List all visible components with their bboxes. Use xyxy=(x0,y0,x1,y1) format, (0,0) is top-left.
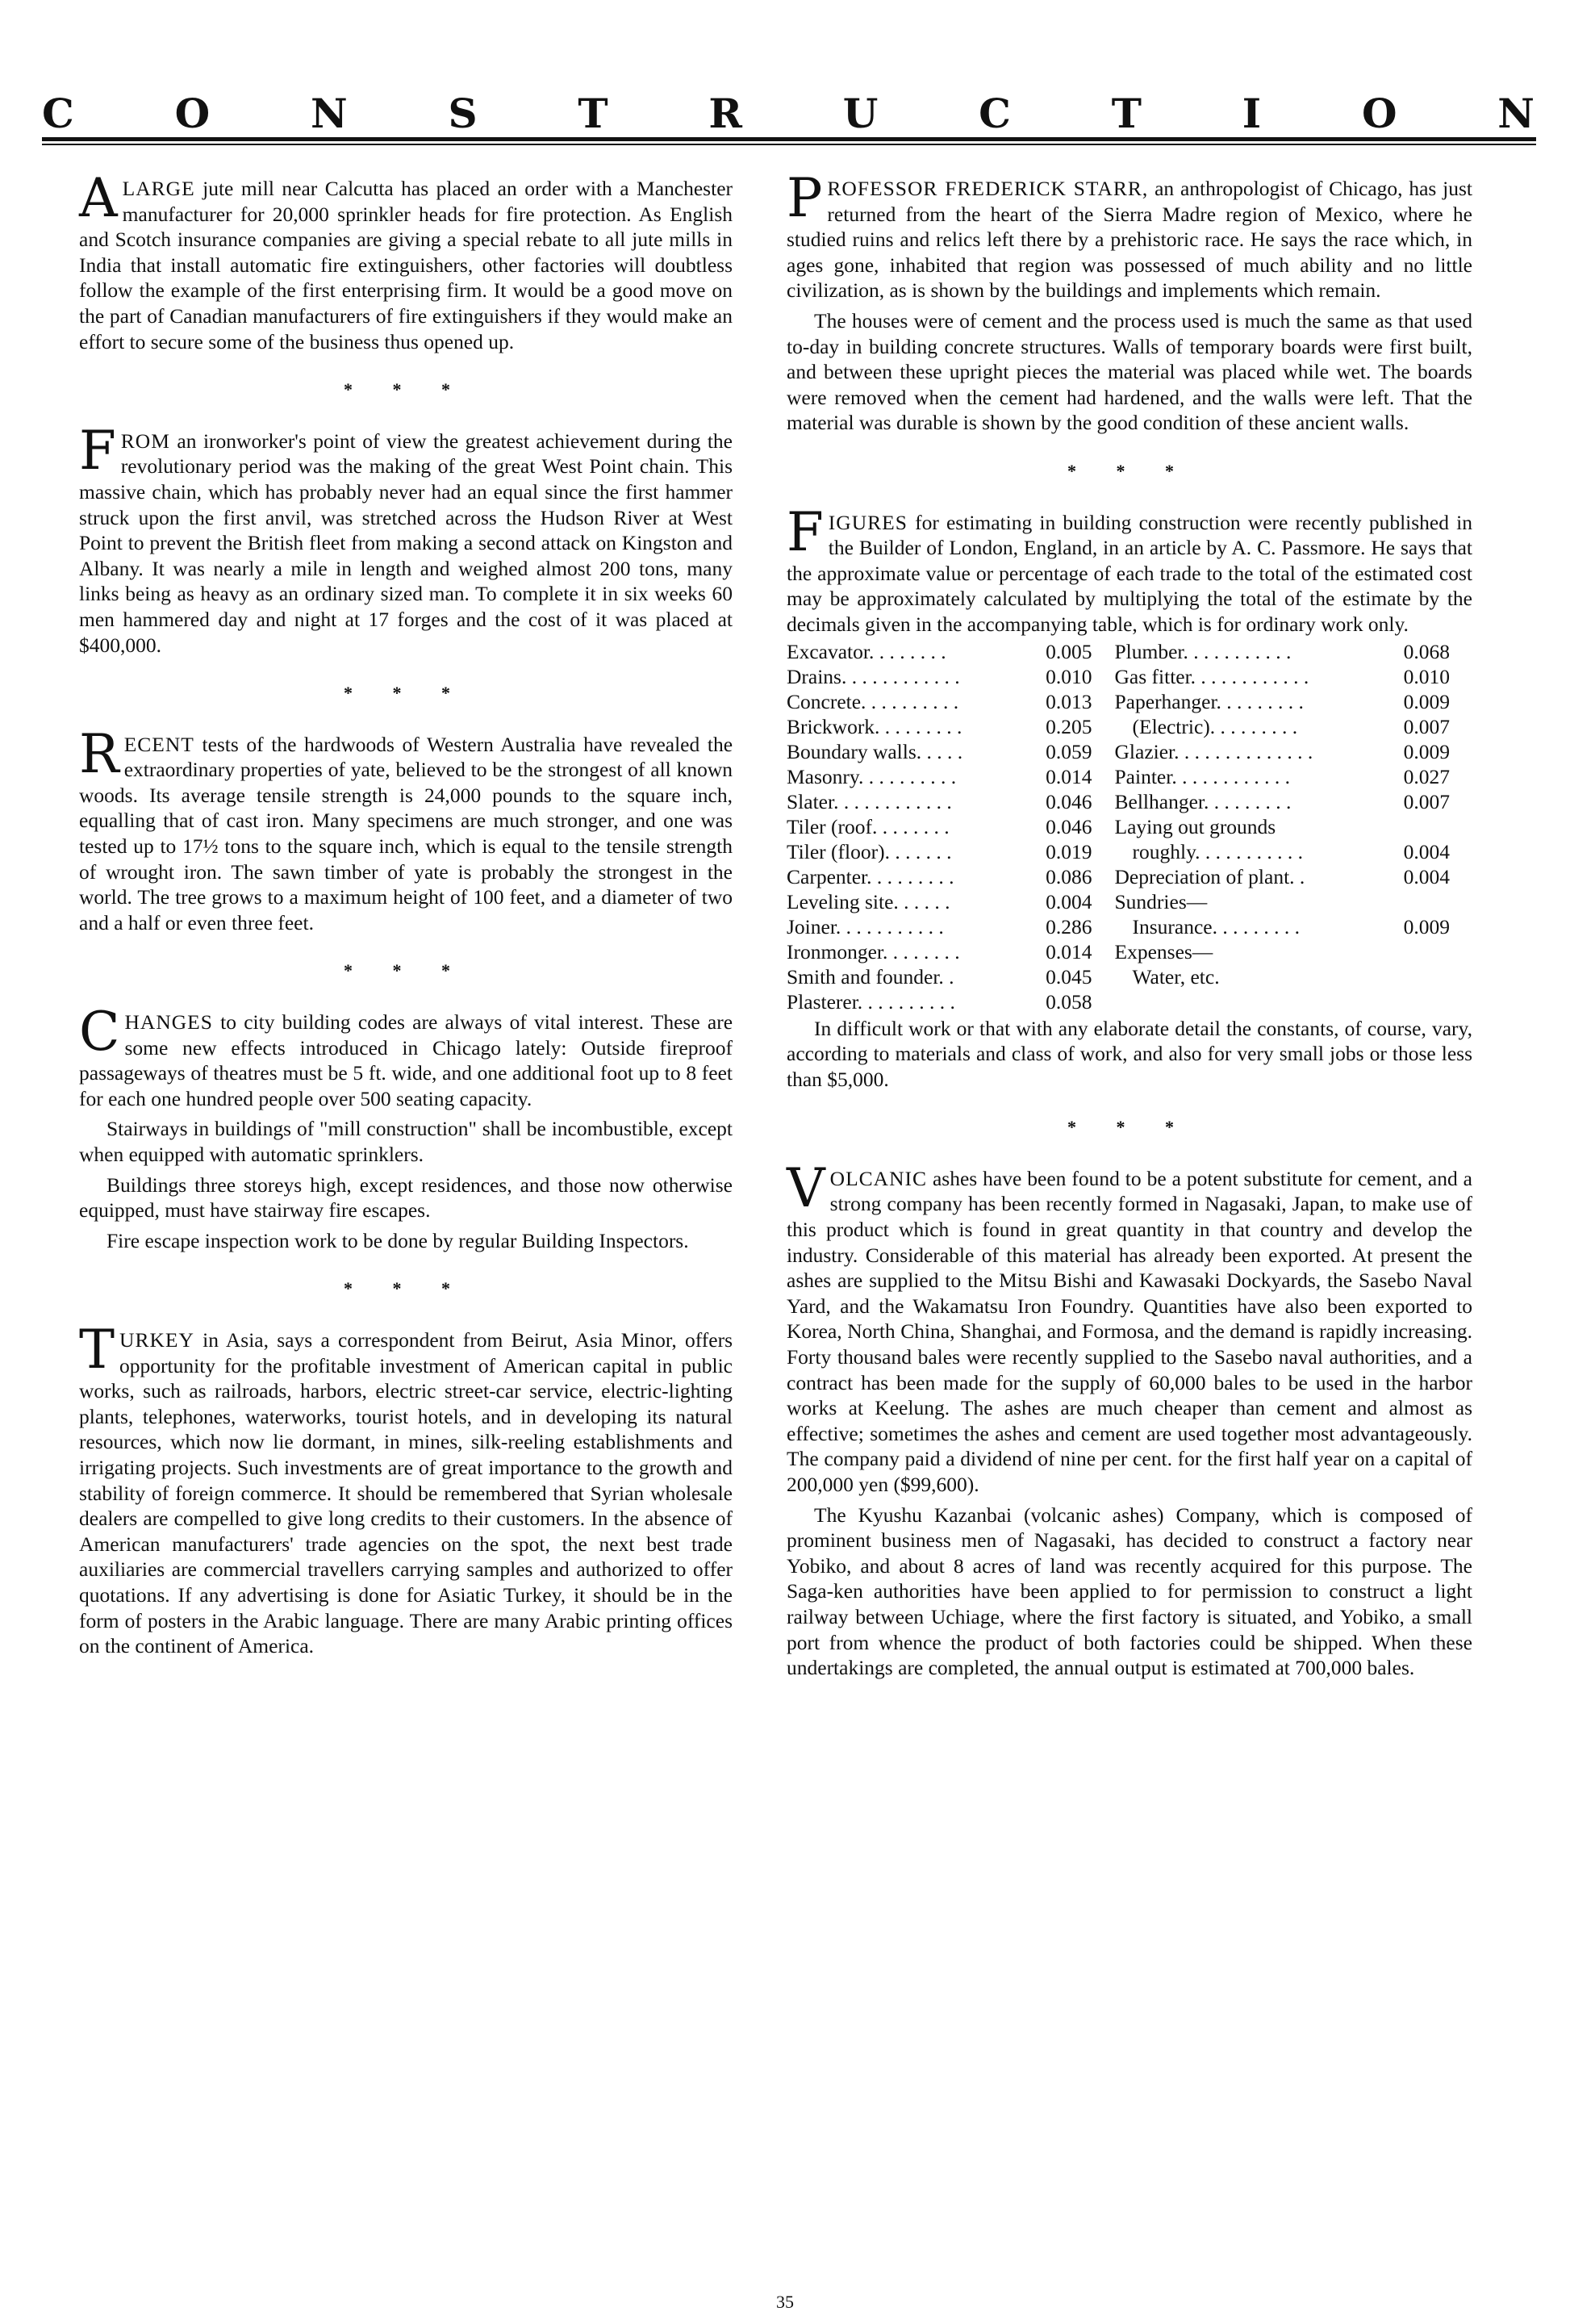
trade-value xyxy=(1380,939,1472,964)
trade-percentage-table xyxy=(787,639,1472,1014)
lead-words: HANGES xyxy=(124,1010,213,1035)
trade-value: 0.013 xyxy=(1046,689,1092,713)
masthead-letter: S xyxy=(448,89,479,137)
masthead-letter: O xyxy=(174,89,212,137)
trade-value: 0.005 xyxy=(1046,639,1092,663)
page-number: 35 xyxy=(776,2292,794,2312)
article-text: jute mill near Calcutta has placed an order with a Manchester manufacturer for 20,000 sprinkler heads for fire protection. As English and Scotch insurance companies are giving a special rebate to all jute mills in India that install automatic fire extinguishers, other factories will doubtless follow the example of the first enterprising firm. It would be a good move on the part of Canadian manufacturers of fire extinguishers if they would make an effort to secure some of the business thus opened up. xyxy=(79,177,733,353)
trade-value: 0.045 xyxy=(1046,964,1092,989)
trade-value: 0.009 xyxy=(1403,914,1450,938)
section-separator: * * * xyxy=(1067,1117,1192,1138)
article-paragraph: Fire escape inspection work to be done by regular Building Inspectors. xyxy=(106,1228,689,1252)
article-text: an anthropologist of Chicago, has just returned from the heart of the Sierra Madre region of Mexico, where he studied ruins and relics left there by a prehistoric race. He says the race which, in ages gone, inhabited that region was possessed of much ability and no little civilization, as is shown by the buildings and implements which remain. xyxy=(787,177,1473,303)
trade-label: Glazier. . . . . . . . . . . . . . xyxy=(1114,739,1313,763)
article-estimating-figures xyxy=(787,500,1472,1093)
trade-label: Painter. . . . . . . . . . . . xyxy=(1114,764,1290,788)
trade-value: 0.014 xyxy=(1046,764,1092,788)
trade-label: Slater. . . . . . . . . . . . xyxy=(787,789,952,813)
trade-value: 0.205 xyxy=(1046,714,1092,738)
table-row xyxy=(787,814,1472,839)
trade-label: Ironmonger. . . . . . . . xyxy=(787,939,960,963)
trade-label: Expenses— xyxy=(1114,939,1213,963)
lead-words: LARGE xyxy=(122,177,195,200)
trade-label: Joiner. . . . . . . . . . . xyxy=(787,914,944,938)
trade-value: 0.046 xyxy=(1046,814,1092,838)
trade-label: Boundary walls. . . . . xyxy=(787,739,963,763)
table-row xyxy=(787,664,1472,689)
article-text: an ironworker's point of view the greatest achievement during the revolutionary period was the making of the great West Point chain. This massive chain, which has probably never had an equal since the first hammer struck upon the first anvil, was stretched across the Hudson River at West Point to prevent the British fleet from making a second attack on Kingston and Albany. It was nearly a mile in length and weighed almost 200 tons, many links being as heavy as an ordinary sized man. To complete it in six weeks 60 men hammered day and night at 17 forges and the cost of it was placed at $400,000. xyxy=(79,428,733,657)
trade-label: Depreciation of plant. . xyxy=(1114,864,1305,888)
table-row xyxy=(787,914,1472,939)
trade-label: Carpenter. . . . . . . . . xyxy=(787,864,954,888)
dropcap: F xyxy=(79,419,116,482)
table-row xyxy=(787,989,1472,1014)
trade-value: 0.046 xyxy=(1046,789,1092,813)
article-west-point-chain xyxy=(79,419,733,658)
article-text: to city building codes are always of vital interest. These are some new effects introduced in Chicago lately: Outside fireproof passageways of theatres must be 5 ft. wide, and one additional foot up to 8 feet for each one hundred people over 500 seating capacity. xyxy=(79,1010,733,1110)
table-row xyxy=(787,639,1472,664)
trade-label: Laying out grounds xyxy=(1114,814,1276,838)
article-text: for estimating in building construction were recently published in the Builder of London, England, in an article by A. C. Passmore. He says that the approximate value or percentage of each trade to the total of the estimated cost may be approximately calculated by multiplying the total of the estimate by the decimals given in the accompanying table, which is for ordinary work only. xyxy=(787,510,1472,636)
article-turkey xyxy=(79,1318,733,1659)
dropcap: F xyxy=(787,500,824,563)
section-separator: * * * xyxy=(344,379,468,400)
lead-words: ROFESSOR FREDERICK STARR, xyxy=(827,177,1149,200)
article-paragraph: In difficult work or that with any elaborate detail the constants, of course, vary, according to materials and class of work, and also for very small jobs or those less than $5,000. xyxy=(787,1016,1472,1091)
trade-value: 0.059 xyxy=(1046,739,1092,763)
article-text: ashes have been found to be a potent substitute for cement, and a strong company has been recently formed in Nagasaki, Japan, to make use of this product which is found in great quantity in that country and develop the industry. Considerable of this material has already been exported. At present the ashes are supplied to the Mitsu Bishi and Kawasaki Dockyards, the Sasebo Naval Yard, and the Wakamatsu Iron Foundry. Quantities have also been exported to Korea, North China, Shanghai, and Formosa, and the demand is rapidly increasing. Forty thousand bales were recently supplied to the Sasebo naval authorities, and a contract has been made for the supply of 60,000 bales to be used in the harbor works at Keelung. The ashes are much cheaper than cement and almost as effective; sometimes the ashes and cement are used together most advantageously. The company paid a dividend of nine per cent. for the first half year on a capital of 200,000 yen ($99,600). xyxy=(787,1166,1472,1496)
right-column xyxy=(787,167,1473,1681)
trade-value: 0.004 xyxy=(1403,864,1450,888)
masthead-letter: T xyxy=(1111,89,1143,137)
trade-value: 0.004 xyxy=(1403,839,1450,863)
trade-label: Masonry. . . . . . . . . . xyxy=(787,764,957,788)
trade-label: roughly. . . . . . . . . . . xyxy=(1132,839,1304,863)
table-row xyxy=(787,939,1472,964)
table-row xyxy=(787,839,1472,864)
table-row xyxy=(787,864,1472,889)
masthead xyxy=(42,90,1536,136)
trade-value: 0.068 xyxy=(1403,639,1450,663)
trade-label: Drains. . . . . . . . . . . . xyxy=(787,664,960,688)
dropcap: R xyxy=(79,722,119,785)
lead-words: ROM xyxy=(120,428,170,453)
masthead-letter: O xyxy=(1361,89,1399,137)
trade-value: 0.086 xyxy=(1046,864,1092,888)
trade-value: 0.010 xyxy=(1046,664,1092,688)
trade-label: Tiler (floor). . . . . . . xyxy=(787,839,952,863)
masthead-letter: N xyxy=(1497,89,1536,137)
trade-value: 0.010 xyxy=(1403,664,1450,688)
article-professor-starr xyxy=(787,167,1473,436)
masthead-letter: N xyxy=(310,89,349,137)
masthead-letter: R xyxy=(708,89,744,137)
trade-value xyxy=(1380,989,1472,1014)
table-row xyxy=(787,739,1472,764)
left-column xyxy=(79,167,733,1659)
trade-value: 0.009 xyxy=(1403,739,1450,763)
table-row xyxy=(787,789,1472,814)
trade-label: Brickwork. . . . . . . . . xyxy=(787,714,962,738)
article-paragraph: The houses were of cement and the process used is much the same as that used to-day in building concrete structures. Walls of temporary boards were first built, and between these upright pieces the material was placed while wet. The boards were removed when the cement had hardened, and the walls were left. That the material was durable is shown by the good condition of these ancient walls. xyxy=(787,308,1472,435)
table-row xyxy=(787,764,1472,789)
trade-value: 0.007 xyxy=(1403,789,1450,813)
section-separator: * * * xyxy=(1067,460,1192,481)
trade-value xyxy=(1380,964,1472,989)
article-paragraph: Buildings three storeys high, except residences, and those now otherwise equipped, must have stairway fire escapes. xyxy=(79,1172,733,1223)
article-paragraph: Stairways in buildings of "mill construction" shall be incombustible, except when equipped with automatic sprinklers. xyxy=(79,1117,733,1166)
dropcap: P xyxy=(787,167,823,229)
dropcap: A xyxy=(79,167,118,229)
lead-words: URKEY xyxy=(119,1327,194,1352)
lead-words: OLCANIC xyxy=(829,1166,928,1190)
trade-value: 0.286 xyxy=(1046,914,1092,938)
masthead-rule-thin xyxy=(42,144,1536,145)
masthead-letter: C xyxy=(979,89,1013,137)
trade-value: 0.019 xyxy=(1046,839,1092,863)
masthead-letter: C xyxy=(42,89,76,137)
trade-value: 0.009 xyxy=(1403,689,1450,713)
trade-label: Plumber. . . . . . . . . . . xyxy=(1114,639,1292,663)
masthead-letter: I xyxy=(1242,89,1263,137)
trade-label: Bellhanger. . . . . . . . . xyxy=(1114,789,1292,813)
trade-label: Gas fitter. . . . . . . . . . . . xyxy=(1114,664,1309,688)
masthead-letter: T xyxy=(578,89,610,137)
trade-label: Concrete. . . . . . . . . . xyxy=(787,689,959,713)
lead-words: ECENT xyxy=(123,732,194,756)
trade-label: Plasterer. . . . . . . . . . xyxy=(787,989,955,1014)
article-yate-wood xyxy=(79,722,733,936)
section-separator: * * * xyxy=(344,683,468,704)
dropcap: C xyxy=(79,1001,120,1064)
trade-value xyxy=(1380,814,1472,839)
table-row xyxy=(787,689,1472,714)
trade-label: Smith and founder. . xyxy=(787,964,954,989)
trade-value: 0.058 xyxy=(1046,989,1092,1014)
masthead-rule xyxy=(42,137,1536,141)
table-row xyxy=(787,964,1472,989)
article-text: in Asia, says a correspondent from Beirut, Asia Minor, offers opportunity for the profitable investment of American capital in public works, such as railroads, harbors, electric street-car service, electric-lighting plants, telephones, waterworks, tourist hotels, and in developing its natural resources, which now lie dormant, in mines, silk-reeling establishments and irrigating projects. Such investments are of great importance to the growth and stability of foreign commerce. It should be remembered that Syrian wholesale dealers are compelled to give long credits to their customers. In the absence of American manufacturers' trade agencies on the spot, the next best trade auxiliaries are commercial travellers carrying samples and authorized to offer quotations. If any advertising is done for Asiatic Turkey, it should be in the form of posters in the Arabic language. There are many Arabic printing offices on the continent of America. xyxy=(79,1327,733,1658)
trade-label: Insurance. . . . . . . . . xyxy=(1132,914,1300,938)
article-volcanic-ashes xyxy=(787,1156,1472,1681)
trade-label: Leveling site. . . . . . xyxy=(787,889,950,913)
trade-label: (Electric). . . . . . . . . xyxy=(1132,714,1298,738)
trade-label: Paperhanger. . . . . . . . . xyxy=(1114,689,1304,713)
section-separator: * * * xyxy=(344,960,468,981)
dropcap: V xyxy=(787,1156,825,1219)
trade-label xyxy=(1115,989,1380,1014)
lead-words: IGURES xyxy=(828,510,908,534)
table-row xyxy=(787,714,1472,739)
article-text: tests of the hardwoods of Western Australia have revealed the extraordinary properties of yate, believed to be the strongest of all known woods. Its average tensile strength is 24,000 pounds to the square inch, equalling that of cast iron. Many specimens are much stronger, and one was tested up to 17½ tons to the square inch, which is equal to the tensile strength of wrought iron. The sawn timber of yate is probably the strongest in the world. The tree grows to a maximum height of 100 feet, and a diameter of two and a half or even three feet. xyxy=(79,732,733,934)
trade-value: 0.027 xyxy=(1403,764,1450,788)
article-paragraph: The Kyushu Kazanbai (volcanic ashes) Company, which is composed of prominent business men of Nagasaki, has decided to construct a factory near Yobiko, and about 8 acres of land was recently acquired for this purpose. The Saga-ken authorities have been applied to for permission to construct a light railway between Uchiage, where the first factory is situated, and Yobiko, a small port from whence the product of both factories could be shipped. When these undertakings are completed, the annual output is estimated at 700,000 bales. xyxy=(787,1503,1472,1680)
trade-label: Tiler (roof. . . . . . . . xyxy=(787,814,950,838)
section-separator: * * * xyxy=(344,1278,468,1299)
dropcap: T xyxy=(79,1318,115,1381)
trade-value: 0.004 xyxy=(1046,889,1092,913)
table-row xyxy=(787,889,1472,914)
masthead-letter: U xyxy=(842,89,880,137)
trade-value xyxy=(1380,889,1472,914)
article-building-codes xyxy=(79,1001,733,1253)
trade-value: 0.007 xyxy=(1403,714,1450,738)
trade-label: Excavator. . . . . . . . xyxy=(787,639,946,663)
trade-label: Water, etc. xyxy=(1132,964,1220,989)
trade-value: 0.014 xyxy=(1046,939,1092,963)
article-jute-mill xyxy=(79,167,733,354)
trade-label: Sundries— xyxy=(1114,889,1208,913)
